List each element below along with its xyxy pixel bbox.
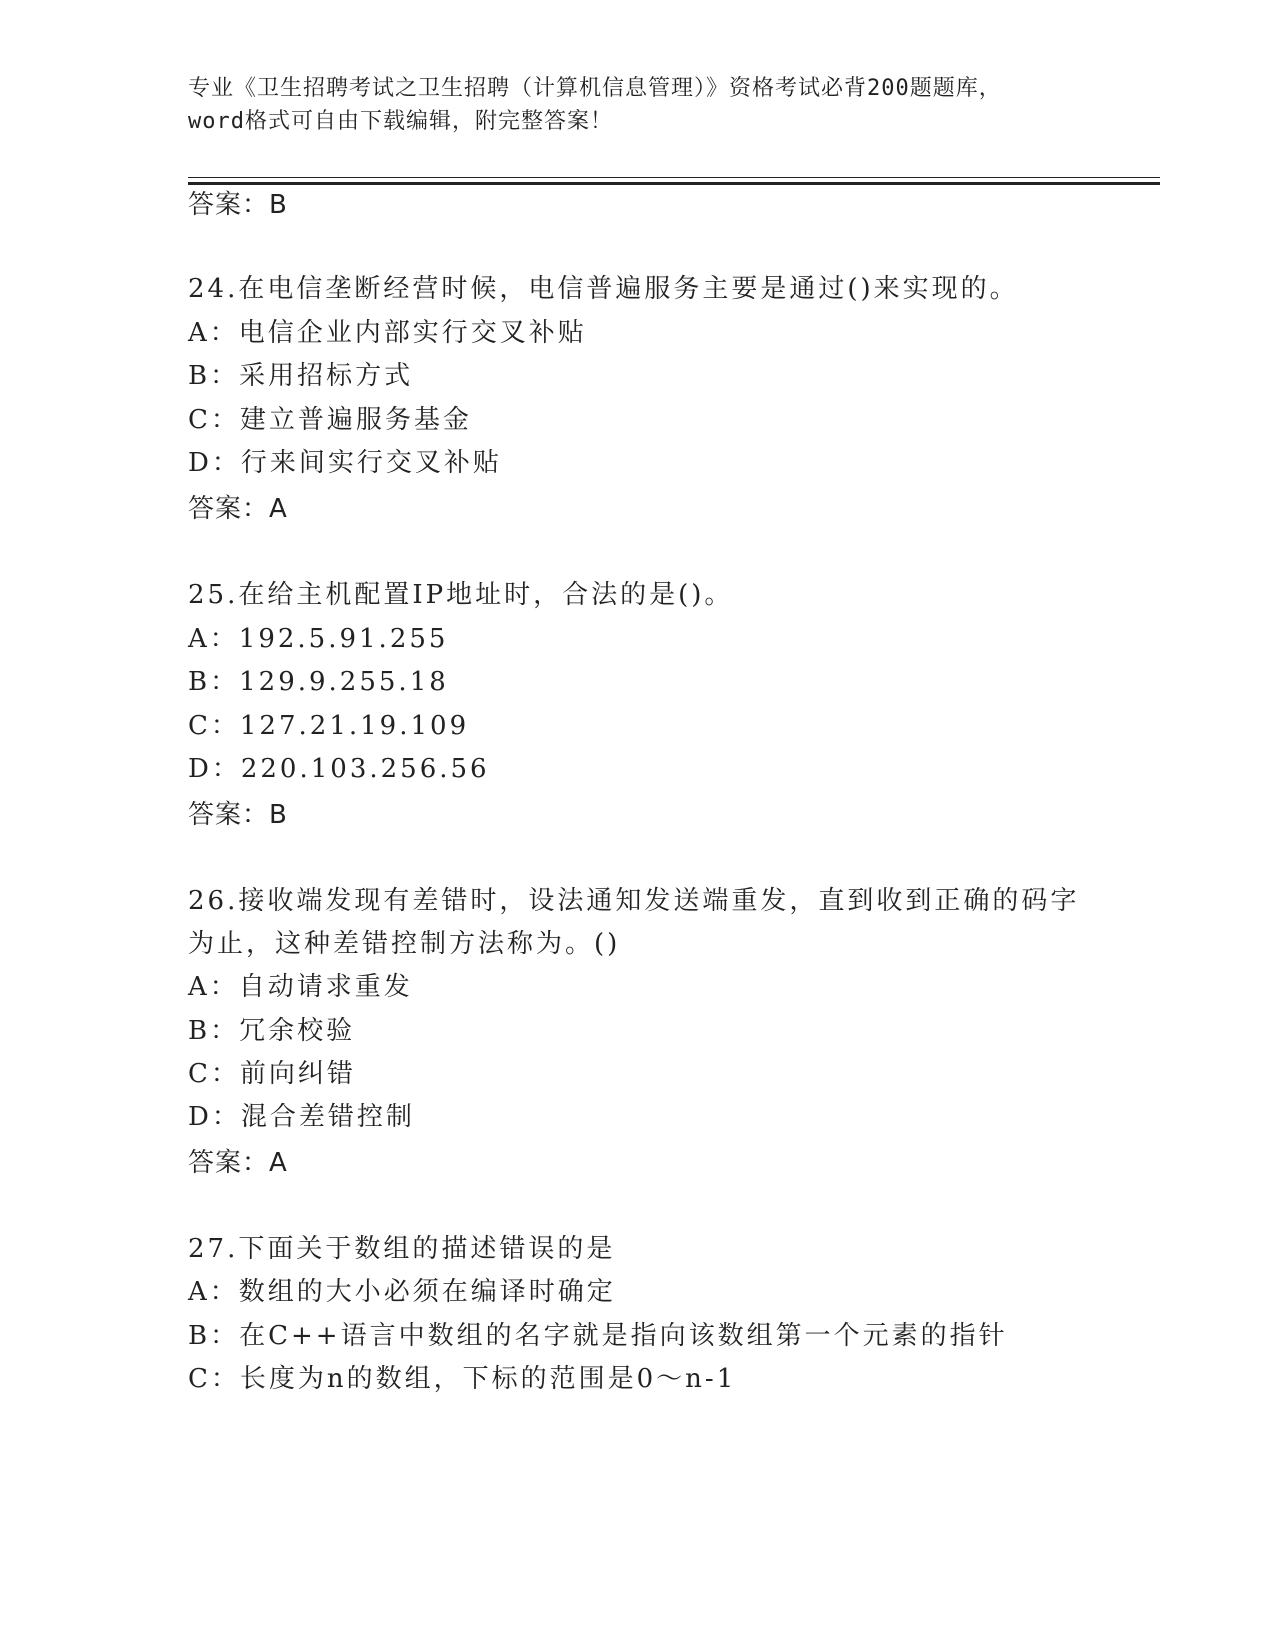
question-26-option-c: C：前向纠错 [188, 1059, 356, 1089]
question-24-option-d: D：行来间实行交叉补贴 [188, 448, 502, 478]
question-26-option-b: B：冗余校验 [188, 1016, 356, 1046]
header-line-1: 专业《卫生招聘考试之卫生招聘（计算机信息管理）》资格考试必背200题题库， [188, 76, 1002, 101]
document-header [188, 72, 1088, 138]
question-25-answer: 答案：B [188, 800, 288, 830]
question-25-option-a: A：192.5.91.255 [188, 624, 449, 654]
question-27-option-b: B：在C++语言中数组的名字就是指向该数组第一个元素的指针 [188, 1321, 1008, 1351]
question-27-stem: 27.下面关于数组的描述错误的是 [188, 1234, 616, 1264]
previous-answer: 答案：B [188, 190, 288, 220]
question-24-option-c: C：建立普遍服务基金 [188, 405, 472, 435]
question-24-option-a: A：电信企业内部实行交叉补贴 [188, 318, 587, 348]
question-26-stem-line-2: 为止，这种差错控制方法称为。() [188, 929, 621, 959]
header-line-2: word格式可自由下载编辑，附完整答案！ [188, 109, 613, 134]
question-27-option-c: C：长度为n的数组，下标的范围是0～n-1 [188, 1364, 737, 1394]
question-27-option-a: A：数组的大小必须在编译时确定 [188, 1277, 616, 1307]
question-26-option-a: A：自动请求重发 [188, 972, 413, 1002]
header-rule-thick [188, 182, 1160, 185]
question-25-option-c: C：127.21.19.109 [188, 711, 470, 741]
question-26-answer: 答案：A [188, 1148, 288, 1178]
question-26-option-d: D：混合差错控制 [188, 1102, 415, 1132]
header-rule-thin [188, 177, 1160, 178]
question-24-stem: 24.在电信垄断经营时候，电信普遍服务主要是通过()来实现的。 [188, 274, 1019, 304]
question-24-answer: 答案：A [188, 494, 288, 524]
question-25-option-d: D：220.103.256.56 [188, 754, 490, 784]
question-25-option-b: B：129.9.255.18 [188, 667, 449, 697]
question-26-stem-line-1: 26.接收端发现有差错时，设法通知发送端重发，直到收到正确的码字 [188, 886, 1080, 916]
question-25-stem: 25.在给主机配置IP地址时，合法的是()。 [188, 580, 734, 610]
question-24-option-b: B：采用招标方式 [188, 361, 414, 391]
